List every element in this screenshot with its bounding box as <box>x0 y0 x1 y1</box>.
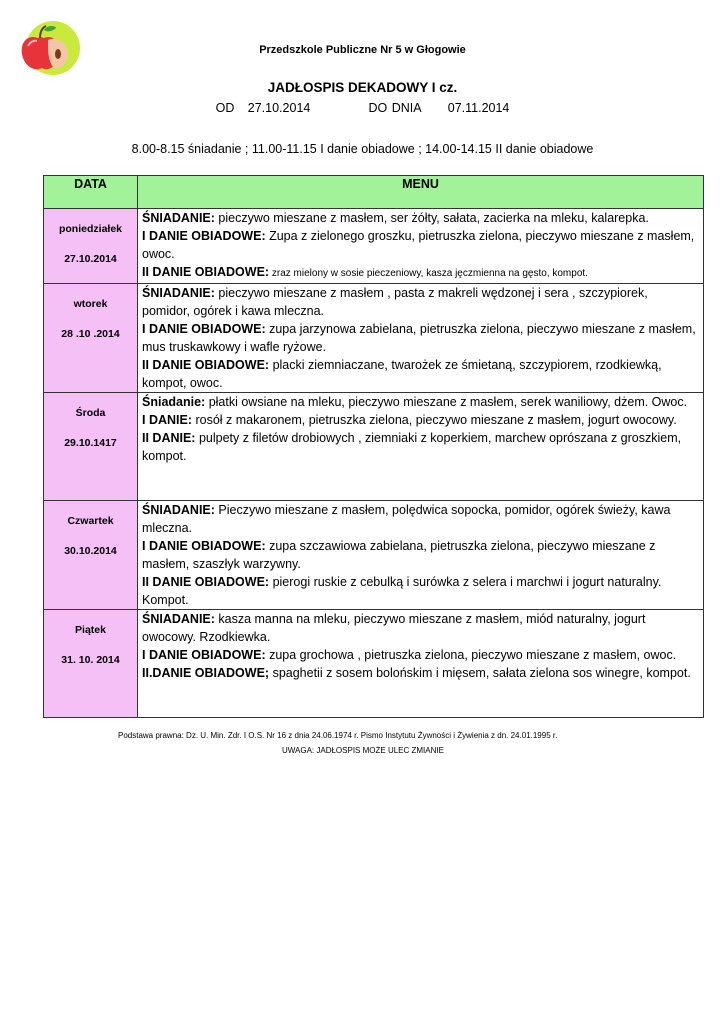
breakfast-line <box>142 610 697 646</box>
school-name: Przedszkole Publiczne Nr 5 w Głogowie <box>259 44 466 56</box>
dinner-text: spaghetii z sosem bolońskim i mięsem, sałata zielona sos winegre, kompot. <box>269 666 691 680</box>
table-header-row <box>44 176 704 209</box>
day-date: 31. 10. 2014 <box>61 654 120 666</box>
lunch-line <box>142 411 697 429</box>
table-row <box>44 209 704 284</box>
breakfast-label: ŚNIADANIE: <box>142 503 215 517</box>
to-date: 07.11.2014 <box>447 101 510 115</box>
day-cell <box>44 284 138 393</box>
breakfast-text: Pieczywo mieszane z masłem, polędwica sopocka, pomidor, ogórek świeży, kawa mleczna. <box>142 503 671 535</box>
table-row <box>44 610 704 718</box>
lunch-line <box>142 320 697 356</box>
dinner-line <box>142 664 697 682</box>
lunch-line <box>142 227 697 263</box>
breakfast-line <box>142 209 697 227</box>
column-header-date: DATA <box>44 176 138 209</box>
breakfast-text: płatki owsiane na mleku, pieczywo mieszane z masłem, serek waniliowy, dżem. Owoc. <box>205 395 688 409</box>
lunch-label: I DANIE OBIADOWE: <box>142 648 266 662</box>
menu-table <box>43 175 704 718</box>
lunch-line <box>142 646 697 664</box>
day-date: 30.10.2014 <box>64 545 117 557</box>
breakfast-line <box>142 284 697 320</box>
day-date: 29.10.1417 <box>64 437 117 449</box>
breakfast-text: pieczywo mieszane z masłem, ser żółty, sałata, zacierka na mleku, kalarepka. <box>214 211 649 225</box>
lunch-text: zupa szczawiowa zabielana, pietruszka zielona, pieczywo mieszane z masłem, szaszłyk warzywny. <box>142 539 656 571</box>
lunch-label: I DANIE OBIADOWE: <box>142 229 266 243</box>
dinner-label: II DANIE OBIADOWE: <box>142 265 270 279</box>
day-name: Piątek <box>75 624 106 636</box>
table-row <box>44 393 704 501</box>
day-name: wtorek <box>73 298 108 310</box>
legal-basis: Podstawa prawna: Dz. U. Min. Zdr. I O.S. Nr 16 z dnia 24.06.1974 r. Pismo Instytutu Żywności i Żywienia z dn. 24.01.1995 r. <box>118 731 558 740</box>
day-cell <box>44 610 138 718</box>
table-row <box>44 501 704 610</box>
day-name: Środa <box>75 407 106 419</box>
menu-cell <box>138 209 704 284</box>
dinner-text: pierogi ruskie z cebulką i surówka z selera i marchwi i jogurt naturalny. Kompot. <box>142 575 662 607</box>
breakfast-text: kasza manna na mleku, pieczywo mieszane z masłem, miód naturalny, jogurt owocowy. Rzodkiewka. <box>142 612 646 644</box>
to-label: DO DNIA <box>368 101 421 115</box>
meal-schedule: 8.00-8.15 śniadanie ; 11.00-11.15 I danie obiadowe ; 14.00-14.15 II danie obiadowe <box>131 142 594 156</box>
day-cell <box>44 393 138 501</box>
dinner-label: II DANIE OBIADOWE: <box>142 575 270 589</box>
from-label: OD <box>215 101 235 115</box>
menu-cell <box>138 393 704 501</box>
lunch-label: I DANIE OBIADOWE: <box>142 322 266 336</box>
dinner-line <box>142 429 697 465</box>
lunch-text: rosół z makaronem, pietruszka zielona, pieczywo mieszane z masłem, jogurt owocowy. <box>192 413 677 427</box>
column-header-menu: MENU <box>138 176 704 209</box>
lunch-text: zupa jarzynowa zabielana, pietruszka zielona, pieczywo mieszane z masłem, mus truskawkowy i wafle ryżowe. <box>142 322 696 354</box>
breakfast-label: ŚNIADANIE: <box>142 286 215 300</box>
day-date: 27.10.2014 <box>64 253 117 265</box>
from-date: 27.10.2014 <box>247 101 311 115</box>
dinner-label: II.DANIE OBIADOWE; <box>142 666 270 680</box>
breakfast-line <box>142 393 697 411</box>
dinner-line <box>142 263 697 283</box>
day-cell <box>44 209 138 284</box>
breakfast-line <box>142 501 697 537</box>
breakfast-label: Śniadanie: <box>142 395 206 409</box>
day-name: Czwartek <box>67 515 114 527</box>
breakfast-label: ŚNIADANIE: <box>142 612 215 626</box>
breakfast-label: ŚNIADANIE: <box>142 211 215 225</box>
day-cell <box>44 501 138 610</box>
day-date: 28 .10 .2014 <box>61 328 120 340</box>
menu-cell <box>138 501 704 610</box>
lunch-text: Zupa z zielonego groszku, pietruszka zielona, pieczywo mieszane z masłem, owoc. <box>142 229 695 261</box>
change-note: UWAGA: JADŁOSPIS MOŻE ULEC ZMIANIE <box>282 746 444 755</box>
lunch-line <box>142 537 697 573</box>
lunch-label: I DANIE OBIADOWE: <box>142 539 266 553</box>
dinner-text: zraz mielony w sosie pieczeniowy, kasza jęczmienna na gęsto, kompot. <box>269 268 588 279</box>
dinner-line <box>142 573 697 609</box>
lunch-label: I DANIE: <box>142 413 192 427</box>
page-title: JADŁOSPIS DEKADOWY I cz. <box>267 80 458 95</box>
lunch-text: zupa grochowa , pietruszka zielona, pieczywo mieszane z masłem, owoc. <box>265 648 677 662</box>
breakfast-text: pieczywo mieszane z masłem , pasta z makreli wędzonej i sera , szczypiorek, pomidor, ogórek i kawa mleczna. <box>142 286 648 318</box>
date-range <box>0 101 725 115</box>
menu-cell <box>138 610 704 718</box>
dinner-label: II DANIE OBIADOWE: <box>142 358 270 372</box>
day-name: poniedziałek <box>58 223 122 235</box>
dinner-text: pulpety z filetów drobiowych , ziemniaki z koperkiem, marchew oprószana z groszkiem, kompot. <box>142 431 682 463</box>
table-row <box>44 284 704 393</box>
dinner-label: II DANIE: <box>142 431 196 445</box>
dinner-line <box>142 356 697 392</box>
menu-cell <box>138 284 704 393</box>
dinner-text: placki ziemniaczane, twarożek ze śmietaną, szczypiorem, rzodkiewką, kompot, owoc. <box>142 358 662 390</box>
